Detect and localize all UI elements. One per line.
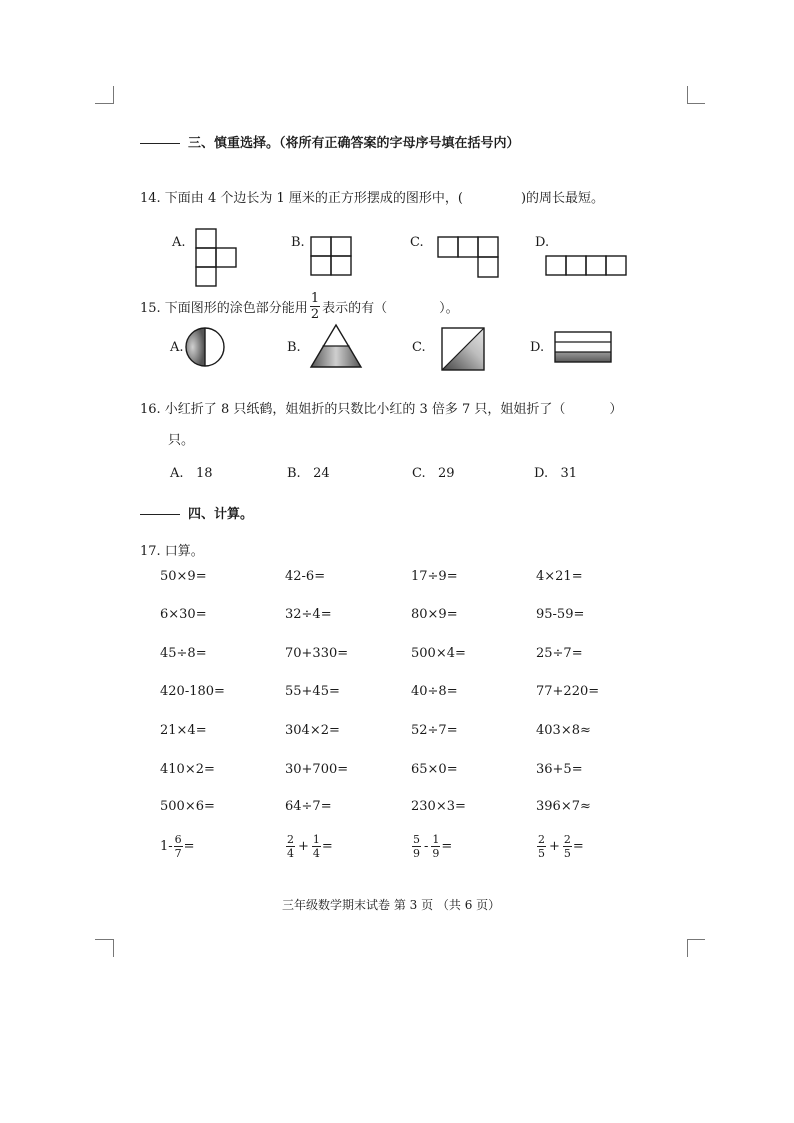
q15-option-b-label: B.: [287, 340, 301, 355]
calc-item: 403×8≈: [536, 723, 591, 738]
q14-figure-d: [545, 255, 627, 277]
calc-operator: +: [549, 839, 560, 854]
question-17-title: 17. 口算。: [140, 544, 204, 559]
fraction-calc-item: [285, 834, 333, 859]
calc-item: 17÷9=: [411, 569, 458, 584]
fraction-1-numerator: 5: [413, 833, 420, 846]
q14-option-a-label: A.: [172, 235, 186, 250]
fraction-1-denominator: 9: [413, 847, 420, 860]
crop-mark-top-left: [113, 86, 114, 104]
q16-option-b-value: 24: [313, 466, 330, 481]
fraction-2: [312, 834, 321, 859]
q16-option-d: [534, 466, 577, 481]
q15-text: 15. 下面图形的涂色部分能用: [140, 301, 308, 316]
calc-item: 500×4=: [411, 646, 466, 661]
fraction-1: [537, 834, 546, 859]
calc-item: 36+5=: [536, 762, 583, 777]
fraction-1: [412, 834, 421, 859]
q16-option-b: [287, 466, 330, 481]
calc-equals: =: [183, 839, 195, 854]
fraction-2-numerator: 2: [563, 833, 571, 846]
calc-item: 77+220=: [536, 684, 600, 699]
calc-item: 80×9=: [411, 607, 458, 622]
calc-item: 95-59=: [536, 607, 585, 622]
fraction-2: [563, 834, 572, 859]
question-16: [140, 398, 622, 417]
q14-option-b-label: B.: [291, 235, 305, 250]
section-4-title: 四、计算。: [188, 507, 254, 522]
calc-item: 42-6=: [285, 569, 326, 584]
fraction-1-numerator: 2: [287, 833, 294, 846]
calc-item: 420-180=: [160, 684, 225, 699]
calc-equals: =: [441, 839, 453, 854]
crop-mark-bottom-right-h: [687, 939, 705, 940]
calc-item: 65×0=: [411, 762, 458, 777]
fraction-1-denominator: 5: [538, 847, 545, 860]
q16-option-d-letter: D.: [534, 466, 549, 481]
calc-item: 500×6=: [160, 799, 215, 814]
q15-text-end: 表示的有（: [322, 301, 388, 316]
calc-item: 21×4=: [160, 723, 207, 738]
calc-item: 45÷8=: [160, 646, 207, 661]
q14-text-end: )的周长最短。: [520, 191, 605, 206]
calc-item: 304×2=: [285, 723, 340, 738]
fraction-1: [286, 834, 295, 859]
q15-option-a-label: A.: [170, 340, 184, 355]
fraction-1-denominator: 4: [287, 847, 294, 860]
fraction-2-numerator: 1: [432, 833, 440, 846]
q16-option-a-letter: A.: [170, 466, 184, 481]
calc-item: 30+700=: [285, 762, 349, 777]
q15-figure-b-triangle: [309, 323, 363, 369]
q14-figure-a: [195, 228, 239, 288]
calc-equals: =: [321, 839, 333, 854]
crop-mark-top-right: [687, 86, 688, 104]
calc-item: 64÷7=: [285, 799, 332, 814]
section-3-header: [140, 132, 520, 151]
calc-item: 396×7≈: [536, 799, 591, 814]
calc-item: 40÷8=: [411, 684, 458, 699]
q14-figure-c: [437, 236, 499, 278]
q14-text: 14. 下面由 4 个边长为 1 厘米的正方形摆成的图形中，(: [140, 191, 463, 206]
calc-item: 4×21=: [536, 569, 583, 584]
section-3-title: 三、慎重选择。（将所有正确答案的字母序号填在括号内）: [188, 136, 520, 151]
q16-text-close: ）: [609, 402, 623, 417]
q15-figure-d-rectangle: [553, 330, 613, 364]
fraction-2-denominator: 9: [432, 847, 440, 860]
fraction-1-numerator: 2: [538, 833, 545, 846]
calc-operator: -: [424, 839, 429, 854]
q14-figure-b: [310, 236, 352, 276]
q15-figure-a-circle: [184, 326, 226, 368]
score-blank[interactable]: [140, 143, 180, 144]
q15-text-close: ）。: [439, 301, 459, 316]
crop-mark-bottom-left-h: [95, 939, 113, 940]
crop-mark-bottom-left: [113, 939, 114, 957]
calc-item: 55+45=: [285, 684, 340, 699]
q15-option-c-label: C.: [412, 340, 426, 355]
calc-item: 230×3=: [411, 799, 466, 814]
fraction-calc-item: [411, 834, 452, 859]
q16-option-a-value: 18: [195, 466, 213, 481]
q14-option-d-label: D.: [535, 235, 550, 250]
q16-option-c-value: 29: [438, 466, 455, 481]
fraction-calc-item: [160, 834, 195, 859]
calc-item: 50×9=: [160, 569, 207, 584]
question-14: [140, 187, 604, 206]
fraction-1: [174, 834, 183, 859]
fraction-calc-item: [536, 834, 584, 859]
calc-lead: 1-: [160, 839, 173, 854]
fraction-1-denominator: 7: [174, 847, 182, 860]
crop-mark-bottom-right: [687, 939, 688, 957]
q15-frac-numerator: 1: [310, 291, 320, 306]
q16-option-b-letter: B.: [287, 466, 301, 481]
calc-item: 25÷7=: [536, 646, 583, 661]
calc-item: 6×30=: [160, 607, 207, 622]
q15-option-d-label: D.: [530, 340, 545, 355]
section-4-header: [140, 503, 253, 522]
q14-option-c-label: C.: [410, 235, 424, 250]
fraction-1-numerator: 6: [174, 833, 182, 846]
fraction-2-denominator: 5: [563, 847, 571, 860]
fraction-2: [431, 834, 440, 859]
q16-option-c: [412, 466, 455, 481]
fraction-2-numerator: 1: [312, 833, 320, 846]
q15-fraction: [310, 292, 320, 321]
calc-equals: =: [572, 839, 584, 854]
calc-item: 410×2=: [160, 762, 215, 777]
crop-mark-top-left-h: [95, 103, 113, 104]
q16-line-2: 只。: [168, 433, 195, 448]
q15-frac-denominator: 2: [310, 307, 320, 322]
q16-text: 16. 小红折了 8 只纸鹤，姐姐折的只数比小红的 3 倍多 7 只，姐姐折了（: [140, 402, 566, 417]
fraction-2-denominator: 4: [312, 847, 320, 860]
calc-operator: +: [298, 839, 309, 854]
q16-option-d-value: 31: [560, 466, 578, 481]
footer-page-info: 三年级数学期末试卷 第 3 页 （共 6 页）: [282, 898, 501, 912]
crop-mark-top-right-h: [687, 103, 705, 104]
score-blank[interactable]: [140, 514, 180, 515]
question-15: [140, 292, 459, 321]
q16-option-a: [170, 466, 212, 481]
calc-item: 32÷4=: [285, 607, 332, 622]
calc-item: 70+330=: [285, 646, 349, 661]
q15-figure-c-square: [440, 326, 486, 372]
q16-option-c-letter: C.: [412, 466, 426, 481]
calc-item: 52÷7=: [411, 723, 458, 738]
